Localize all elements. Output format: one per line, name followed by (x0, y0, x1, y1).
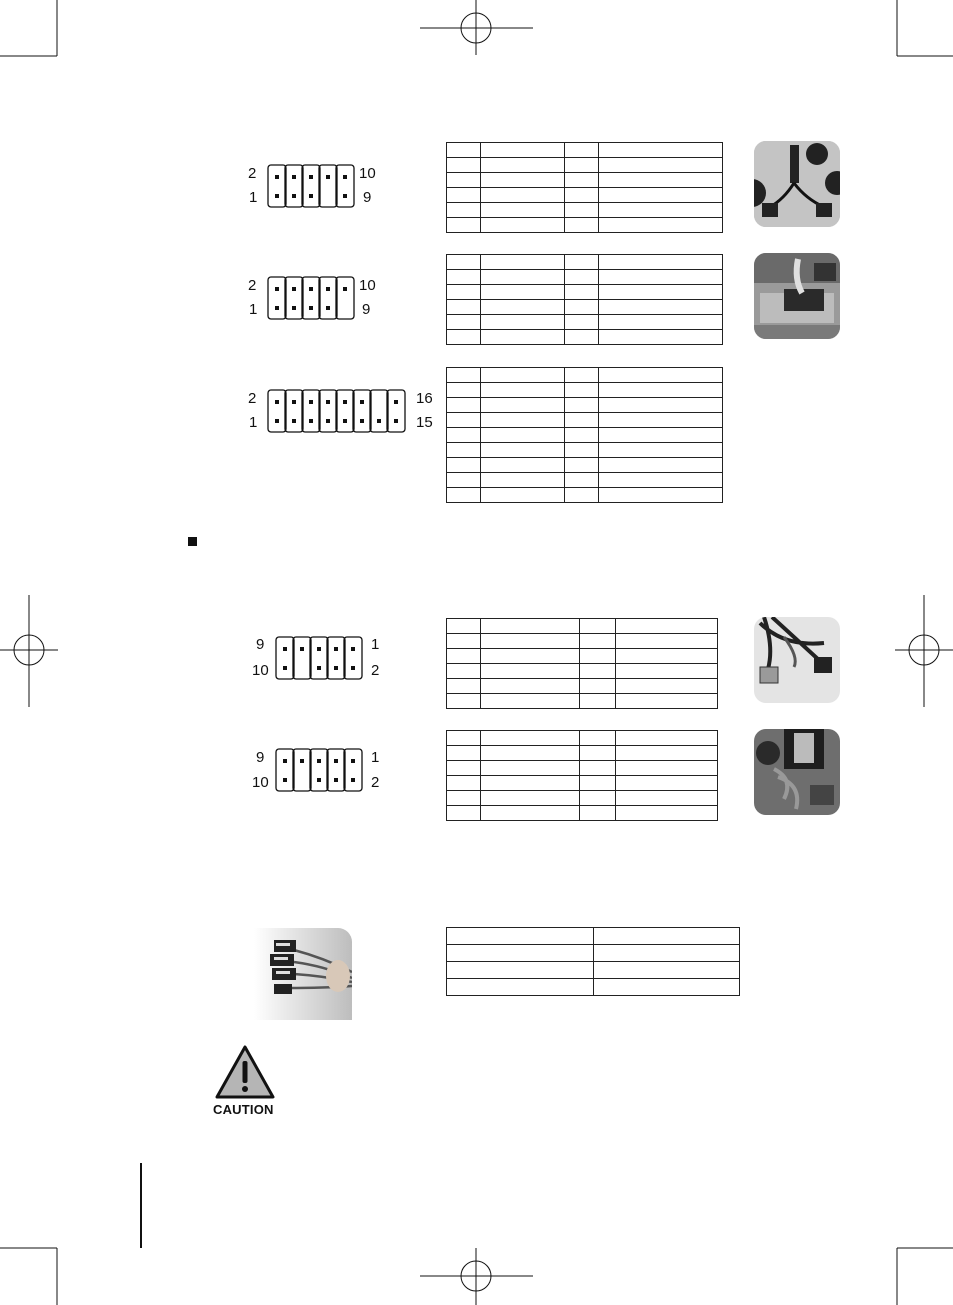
pin-label-top-left: 2 (248, 165, 257, 182)
front-panel-table (446, 927, 740, 996)
pin-header-diagram (266, 162, 358, 210)
pin-label-bottom-left: 10 (252, 662, 269, 679)
pin-header-diagram (266, 387, 410, 435)
square-bullet-icon (188, 537, 197, 546)
pin-table (446, 367, 723, 503)
usb-cable-photo (754, 617, 840, 703)
pin-label-bottom-left: 1 (249, 414, 258, 431)
pin-label-bottom-right: 9 (363, 189, 372, 206)
pin-header-diagram (274, 746, 366, 794)
pin-label-bottom-left: 1 (249, 189, 258, 206)
pin-label-top-right: 10 (359, 277, 376, 294)
cable-photo (754, 141, 840, 227)
motherboard-photo (754, 253, 840, 339)
pin-header-diagram (266, 274, 358, 322)
pin-label-bottom-right: 2 (371, 662, 380, 679)
warning-triangle-icon (213, 1043, 277, 1101)
pin-label-top-right: 10 (359, 165, 376, 182)
pin-label-top-right: 1 (371, 636, 380, 653)
pin-table (446, 254, 723, 345)
pin-label-top-right: 1 (371, 749, 380, 766)
pin-label-top-left: 2 (248, 277, 257, 294)
pin-label-bottom-right: 9 (362, 301, 371, 318)
pin-table (446, 142, 723, 233)
pin-label-bottom-left: 10 (252, 774, 269, 791)
pin-label-top-right: 16 (416, 390, 433, 407)
pin-table (446, 730, 718, 821)
pin-label-bottom-right: 2 (371, 774, 380, 791)
pin-label-top-left: 2 (248, 390, 257, 407)
caution-label: CAUTION (213, 1102, 274, 1117)
pin-table (446, 618, 718, 709)
audio-header-photo (754, 729, 840, 815)
pin-label-top-left: 9 (256, 636, 265, 653)
pin-label-bottom-right: 15 (416, 414, 433, 431)
front-panel-cable-photo (254, 928, 352, 1020)
pin-header-diagram (274, 634, 366, 682)
pin-label-top-left: 9 (256, 749, 265, 766)
pin-label-bottom-left: 1 (249, 301, 258, 318)
